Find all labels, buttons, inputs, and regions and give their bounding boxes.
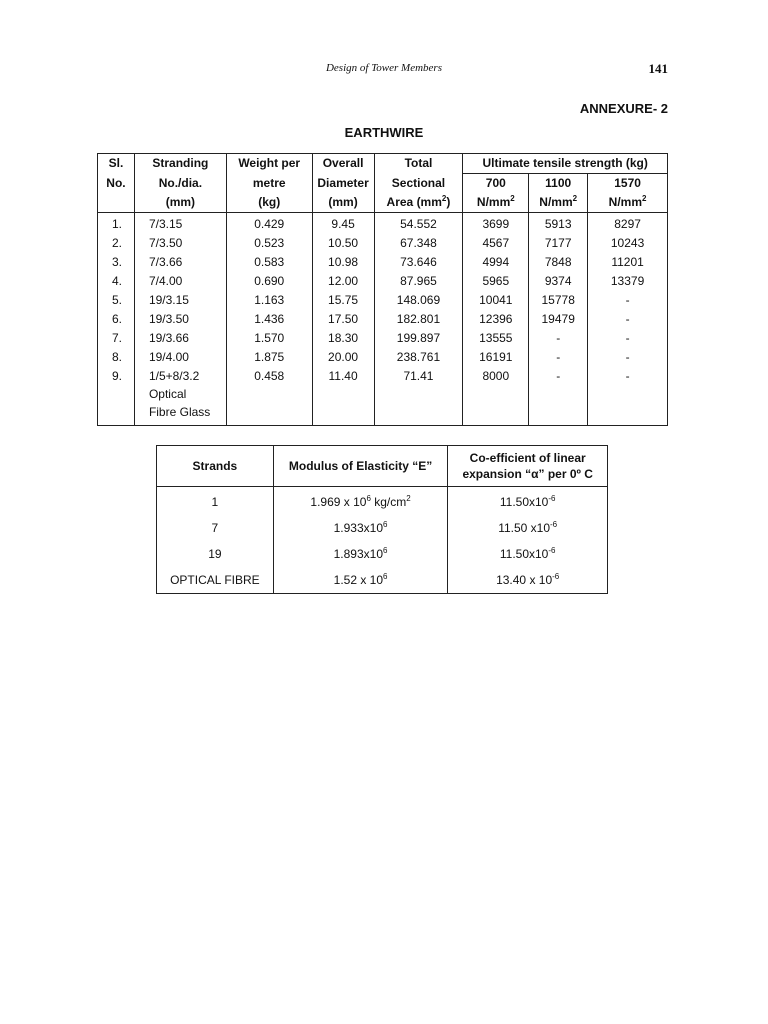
cell-coefficient (448, 541, 608, 567)
cell-weight: 1.570 (226, 329, 312, 348)
modulus-exponent: 6 (383, 520, 388, 529)
cell-stranding: 7/4.00 (134, 272, 226, 291)
cell-uts-1100: - (529, 348, 588, 367)
cell-area: 54.552 (374, 213, 463, 235)
cell-weight: 1.436 (226, 310, 312, 329)
cell-diameter: 9.45 (312, 213, 374, 235)
coeff-exponent: -6 (548, 546, 556, 555)
modulus-exponent: 6 (366, 494, 371, 503)
cell-diameter: 10.50 (312, 234, 374, 253)
cell-modulus (273, 515, 448, 541)
cell-uts-1100: 7177 (529, 234, 588, 253)
cell-uts-1570: - (588, 310, 668, 329)
cell-diameter: 12.00 (312, 272, 374, 291)
header-weight: Weight per (226, 154, 312, 174)
table-row (157, 541, 608, 567)
cell-diameter: 17.50 (312, 310, 374, 329)
cell-stranding (134, 367, 226, 426)
table-row (98, 329, 668, 348)
cell-diameter: 10.98 (312, 253, 374, 272)
cell-uts-1100: 9374 (529, 272, 588, 291)
earthwire-table (97, 153, 668, 426)
cell-stranding: 7/3.66 (134, 253, 226, 272)
cell-uts-1100: - (529, 367, 588, 426)
earthwire-body (98, 213, 668, 426)
table-row (98, 367, 668, 426)
cell-area: 199.897 (374, 329, 463, 348)
table-row (98, 272, 668, 291)
cell-uts-1570: - (588, 329, 668, 348)
cell-stranding: 19/3.50 (134, 310, 226, 329)
coeff-exponent: -6 (550, 520, 558, 529)
table-row (98, 234, 668, 253)
cell-weight: 0.429 (226, 213, 312, 235)
modulus-value: 1.52 x 10 (333, 573, 384, 587)
header-uts-1570: 1570 (588, 174, 668, 194)
header-diameter-line2: Diameter (312, 174, 374, 194)
cell-uts-1100: 15778 (529, 291, 588, 310)
cell-weight: 1.163 (226, 291, 312, 310)
cell-uts-1100: - (529, 329, 588, 348)
coeff-exponent: -6 (552, 572, 560, 581)
header-stranding-line3: (mm) (134, 193, 226, 213)
cell-strands: 1 (157, 487, 274, 516)
cell-uts-1570: 10243 (588, 234, 668, 253)
coeff-value: 11.50 x10 (498, 521, 551, 535)
cell-no: 2. (98, 234, 135, 253)
cell-coefficient (448, 487, 608, 516)
cell-strands: 7 (157, 515, 274, 541)
table-row (98, 253, 668, 272)
cell-weight: 0.458 (226, 367, 312, 426)
cell-modulus (273, 487, 448, 516)
cell-uts-700: 8000 (463, 367, 529, 426)
earthwire-title: EARTHWIRE (344, 125, 424, 140)
cell-no: 5. (98, 291, 135, 310)
uts-unit: N/mm (476, 195, 511, 209)
cell-stranding: 19/4.00 (134, 348, 226, 367)
coeff-line1: Co-efficient of linear (469, 451, 586, 465)
header-weight-line2: metre (226, 174, 312, 194)
cell-area: 71.41 (374, 367, 463, 426)
cell-no: 8. (98, 348, 135, 367)
header-strands: Strands (157, 446, 274, 487)
header-stranding: Stranding (134, 154, 226, 174)
header-stranding-line2: No./dia. (134, 174, 226, 194)
uts-unit-sup: 2 (642, 194, 647, 203)
cell-uts-1570: 11201 (588, 253, 668, 272)
header-sl-line3 (98, 193, 135, 213)
cell-coefficient (448, 567, 608, 594)
stranding-line1: 1/5+8/3.2 (148, 369, 200, 383)
cell-uts-700: 16191 (463, 348, 529, 367)
uts-unit-sup: 2 (572, 194, 578, 203)
header-uts-700-unit (463, 193, 529, 213)
uts-unit-sup: 2 (510, 194, 515, 203)
cell-no: 1. (98, 213, 135, 235)
header-sl: Sl. (98, 154, 135, 174)
modulus-body (157, 487, 608, 594)
header-area-line3 (374, 193, 463, 213)
uts-unit: N/mm (539, 195, 573, 209)
area-unit: Area (mm (386, 195, 442, 209)
header-weight-line3: (kg) (226, 193, 312, 213)
cell-area: 67.348 (374, 234, 463, 253)
cell-stranding: 7/3.15 (134, 213, 226, 235)
cell-no: 3. (98, 253, 135, 272)
table-row (157, 487, 608, 516)
coeff-value: 11.50x10 (499, 547, 549, 561)
cell-area: 73.646 (374, 253, 463, 272)
cell-uts-700: 5965 (463, 272, 529, 291)
cell-uts-1100: 5913 (529, 213, 588, 235)
cell-weight: 1.875 (226, 348, 312, 367)
cell-weight: 0.523 (226, 234, 312, 253)
cell-weight: 0.690 (226, 272, 312, 291)
page-number: 141 (648, 61, 668, 76)
cell-no: 6. (98, 310, 135, 329)
cell-uts-1570: - (588, 367, 668, 426)
header-uts-1570-unit (588, 193, 668, 213)
cell-uts-1100: 19479 (529, 310, 588, 329)
cell-uts-1570: 8297 (588, 213, 668, 235)
modulus-value: 1.969 x 10 (310, 495, 367, 509)
cell-stranding: 19/3.15 (134, 291, 226, 310)
cell-area: 182.801 (374, 310, 463, 329)
cell-stranding: 7/3.50 (134, 234, 226, 253)
header-area: Total (374, 154, 463, 174)
table-row (98, 213, 668, 235)
cell-diameter: 18.30 (312, 329, 374, 348)
header-coefficient (448, 446, 608, 487)
coeff-line2: expansion “α” per 0º C (462, 467, 593, 481)
header-ultimate-tensile-strength: Ultimate tensile strength (kg) (463, 154, 668, 174)
cell-uts-700: 4567 (463, 234, 529, 253)
cell-diameter: 15.75 (312, 291, 374, 310)
table-row (157, 567, 608, 594)
header-diameter-line3: (mm) (312, 193, 374, 213)
cell-uts-1100: 7848 (529, 253, 588, 272)
uts-unit: N/mm (608, 195, 643, 209)
cell-stranding: 19/3.66 (134, 329, 226, 348)
stranding-line3: Fibre Glass (148, 405, 211, 419)
cell-area: 87.965 (374, 272, 463, 291)
cell-uts-700: 10041 (463, 291, 529, 310)
modulus-value: 1.893x10 (333, 547, 384, 561)
table-row (98, 348, 668, 367)
table-row (157, 515, 608, 541)
coeff-value: 11.50x10 (499, 495, 549, 509)
cell-no: 9. (98, 367, 135, 426)
cell-uts-1570: 13379 (588, 272, 668, 291)
cell-modulus (273, 567, 448, 594)
cell-modulus (273, 541, 448, 567)
cell-diameter: 20.00 (312, 348, 374, 367)
cell-weight: 0.583 (226, 253, 312, 272)
table-row (98, 291, 668, 310)
header-uts-1100-unit (529, 193, 588, 213)
cell-no: 4. (98, 272, 135, 291)
header-area-line2: Sectional (374, 174, 463, 194)
header-diameter: Overall (312, 154, 374, 174)
cell-uts-700: 3699 (463, 213, 529, 235)
cell-uts-700: 4994 (463, 253, 529, 272)
cell-uts-700: 12396 (463, 310, 529, 329)
table-row (98, 310, 668, 329)
cell-uts-700: 13555 (463, 329, 529, 348)
modulus-value: 1.933x10 (333, 521, 384, 535)
cell-area: 238.761 (374, 348, 463, 367)
cell-diameter: 11.40 (312, 367, 374, 426)
area-unit-sup: 2 (441, 194, 447, 203)
cell-strands: 19 (157, 541, 274, 567)
cell-uts-1570: - (588, 348, 668, 367)
coeff-exponent: -6 (548, 494, 556, 503)
cell-strands: OPTICAL FIBRE (157, 567, 274, 594)
modulus-unit: kg/cm (370, 495, 407, 509)
cell-area: 148.069 (374, 291, 463, 310)
modulus-exponent: 6 (383, 546, 388, 555)
modulus-unit-exponent: 2 (406, 494, 411, 503)
header-uts-1100: 1100 (529, 174, 588, 194)
cell-coefficient (448, 515, 608, 541)
header-uts-700: 700 (463, 174, 529, 194)
area-unit-close: ) (446, 195, 451, 209)
cell-uts-1570: - (588, 291, 668, 310)
stranding-line2: Optical (148, 387, 187, 401)
annexure-label: ANNEXURE- 2 (579, 101, 668, 116)
header-sl-line2: No. (98, 174, 135, 194)
header-modulus: Modulus of Elasticity “E” (273, 446, 448, 487)
cell-no: 7. (98, 329, 135, 348)
running-head-title: Design of Tower Members (325, 62, 442, 74)
coeff-value: 13.40 x 10 (496, 573, 553, 587)
modulus-exponent: 6 (383, 572, 388, 581)
modulus-table (156, 445, 608, 594)
